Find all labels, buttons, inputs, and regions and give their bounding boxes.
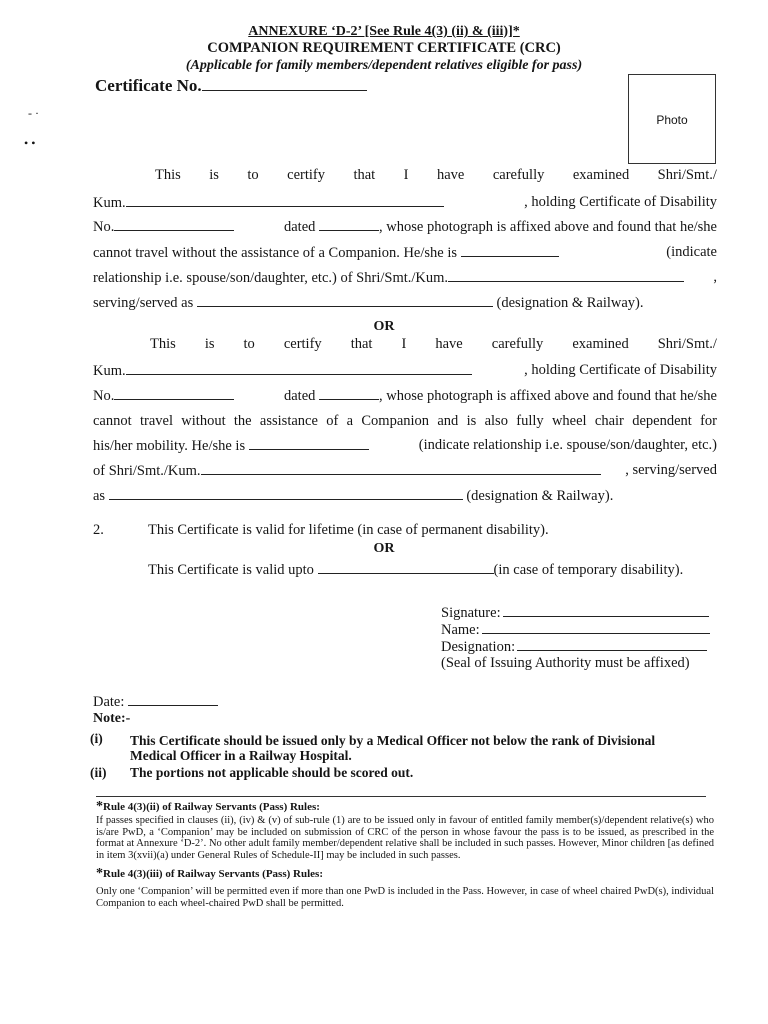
validity-upto-row: This Certificate is valid upto (in case of temporary disability).	[148, 562, 684, 578]
note-1-text-continued: Medical Officer in a Railway Hospital.	[130, 748, 352, 763]
date-row: Date:	[93, 693, 218, 711]
photo-box[interactable]	[628, 74, 716, 164]
rule-1-text: If passes specified in clauses (ii), (iv) & (v) of sub-rule (1) are to be issued only in favour of entitled family member(s)/dependent relative(s) who is/are PwD, a ‘Companion’ may be included on submission of CRC of the person in whose favour the pass is to be issued, as prescribed in the format at Annexure ‘D-2’. No other adult family member/dependent relative shall be included in such passes. However, Minor children [as defined in item 3(xvii)(a) under General Rules of Schedule-II] may be included in such passes.	[96, 815, 714, 861]
rule-2-title: *Rule 4(3)(iii) of Railway Servants (Pass) Rules:	[96, 866, 323, 881]
para1-line-4: cannot travel without the assistance of a Companion. He/she is (indicate	[93, 244, 717, 261]
scan-mark: • •	[24, 136, 36, 150]
or-separator-2: OR	[373, 541, 395, 556]
name-row: Name:	[441, 621, 710, 639]
designation-row: Designation:	[441, 638, 707, 656]
employee-name-field-2[interactable]	[201, 462, 601, 475]
date-field[interactable]	[319, 218, 379, 231]
employee-name-field[interactable]	[448, 269, 684, 282]
rule-2-text: Only one ‘Companion’ will be permitted even if more than one PwD is included in the Pass. However, in case of wheel chaired PwD(s), individual Companion to each wheel-chaired PwD shall be permitted.	[96, 886, 714, 909]
para2-line-6: of Shri/Smt./Kum. , serving/served	[93, 462, 717, 479]
para1-line-3: No. dated , whose photograph is affixed above and found that he/she	[93, 219, 717, 235]
para1-line-2: Kum. , holding Certificate of Disability	[93, 194, 717, 211]
photo-label: Photo	[656, 113, 688, 127]
or-separator: OR	[373, 319, 395, 334]
designation-railway-field-2[interactable]	[109, 487, 463, 500]
footnote-divider	[96, 796, 706, 797]
signature-row: Signature:	[441, 604, 709, 622]
disability-certificate-no-field-2[interactable]	[114, 387, 234, 400]
note-1-number: (i)	[90, 731, 103, 746]
disability-certificate-no-field[interactable]	[114, 218, 234, 231]
section-2-number: 2.	[93, 522, 104, 538]
patient-name-field-2[interactable]	[126, 362, 472, 375]
annexure-heading: ANNEXURE ‘D-2’ [See Rule 4(3) (ii) & (iii)]*	[248, 24, 520, 39]
para2-line-7: as (designation & Railway).	[93, 488, 614, 504]
note-2-number: (ii)	[90, 765, 107, 780]
note-1-text: This Certificate should be issued only by a Medical Officer not below the rank of Divisional	[130, 733, 656, 748]
document-title: COMPANION REQUIREMENT CERTIFICATE (CRC)	[207, 40, 561, 56]
note-2-text: The portions not applicable should be scored out.	[130, 765, 414, 780]
certificate-number-label: Certificate No.	[95, 76, 202, 95]
rule-1-title: *Rule 4(3)(ii) of Railway Servants (Pass) Rules:	[96, 799, 320, 814]
patient-name-field[interactable]	[126, 194, 444, 207]
para2-line-2: Kum. , holding Certificate of Disability	[93, 362, 717, 379]
scan-mark: - ·	[28, 106, 39, 120]
designation-railway-field[interactable]	[197, 294, 493, 307]
document-subtitle: (Applicable for family members/dependent relatives eligible for pass)	[185, 58, 583, 73]
para2-line-5: his/her mobility. He/she is (indicate relationship i.e. spouse/son/daughter, etc.)	[93, 437, 717, 454]
issue-date-field[interactable]	[128, 693, 218, 706]
name-field[interactable]	[482, 621, 710, 634]
certificate-number-field[interactable]	[202, 78, 367, 91]
signature-field[interactable]	[503, 604, 709, 617]
para1-line-6: serving/served as (designation & Railway).	[93, 295, 644, 311]
seal-note: (Seal of Issuing Authority must be affixed)	[441, 655, 690, 671]
relationship-field-2[interactable]	[249, 437, 369, 450]
certificate-number-row	[95, 76, 367, 96]
para2-line-3: No. dated , whose photograph is affixed above and found that he/she	[93, 388, 717, 404]
valid-upto-field[interactable]	[318, 561, 494, 574]
designation-field[interactable]	[517, 638, 707, 651]
para2-line-4: cannot travel without the assistance of a Companion and is also fully wheel chair dependent for	[93, 413, 717, 429]
para1-line-1: This is to certify that I have carefully examined Shri/Smt./	[155, 167, 717, 183]
note-label: Note:-	[93, 711, 131, 726]
para2-line-1: This is to certify that I have carefully examined Shri/Smt./	[150, 336, 717, 352]
relationship-field[interactable]	[461, 244, 559, 257]
date-field-2[interactable]	[319, 387, 379, 400]
validity-lifetime-text: This Certificate is valid for lifetime (in case of permanent disability).	[148, 522, 549, 538]
para1-line-5: relationship i.e. spouse/son/daughter, etc.) of Shri/Smt./Kum. ,	[93, 269, 717, 286]
